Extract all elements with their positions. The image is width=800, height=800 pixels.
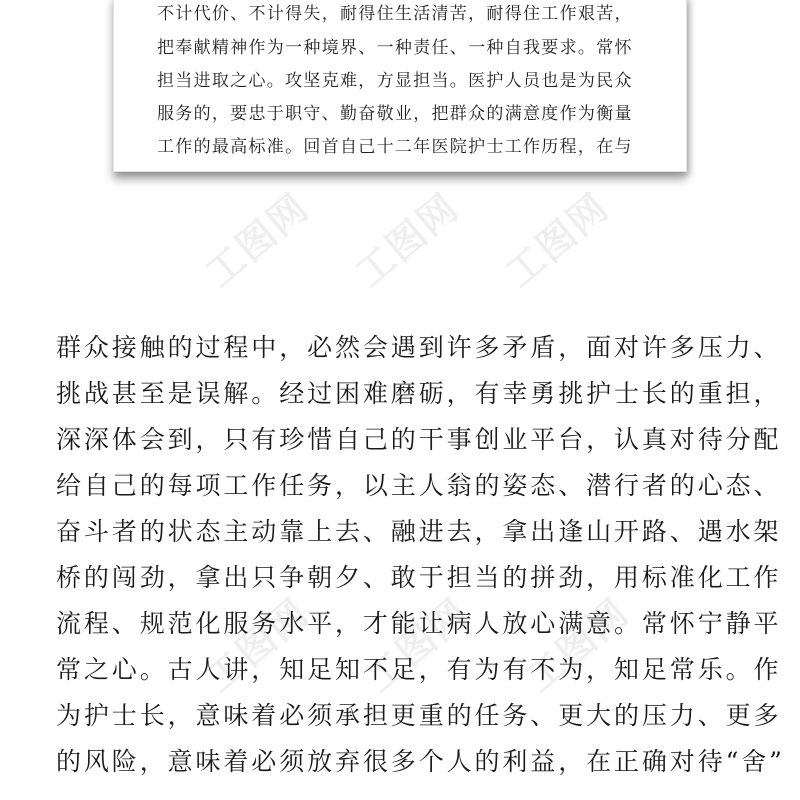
- body-text-line: 挑战甚至是误解。经过困难磨砺，有幸勇挑护士长的重担，: [56, 379, 782, 408]
- card-text-line: 工作的最高标准。回首自己十二年医院护士工作历程，在与: [157, 137, 633, 157]
- body-text-line: 群众接触的过程中，必然会遇到许多矛盾，面对许多压力、: [56, 333, 782, 362]
- card-text-line: 服务的，要忠于职守、勤奋敬业，把群众的满意度作为衡量: [157, 104, 633, 124]
- card-text-line: 不计代价、不计得失，耐得住生活清苦，耐得住工作艰苦，: [157, 4, 633, 24]
- excerpt-card: [113, 0, 687, 172]
- watermark: 工图网: [497, 184, 618, 296]
- watermark: 工图网: [197, 589, 318, 701]
- body-text-line: 深深体会到，只有珍惜自己的干事创业平台，认真对待分配: [56, 425, 782, 454]
- card-text-line: 把奉献精神作为一种境界、一种责任、一种自我要求。常怀: [157, 38, 633, 58]
- body-text-line: 奋斗者的状态主动靠上去、融进去，拿出逢山开路、遇水架: [56, 517, 782, 546]
- body-text-line: 常之心。古人讲，知足知不足，有为有不为，知足常乐。作: [56, 655, 782, 684]
- card-text-line: 担当进取之心。攻坚克难，方显担当。医护人员也是为民众: [157, 71, 633, 91]
- body-text-line: 给自己的每项工作任务，以主人翁的姿态、潜行者的心态、: [56, 471, 782, 500]
- body-text-line: 的风险，意味着必须放弃很多个人的利益，在正确对待“舍”: [56, 747, 785, 776]
- watermark: 工图网: [517, 589, 638, 701]
- body-text-line: 流程、规范化服务水平，才能让病人放心满意。常怀宁静平: [56, 609, 782, 638]
- watermark: 工图网: [357, 589, 478, 701]
- body-text-line: 为护士长，意味着必须承担更重的任务、更大的压力、更多: [56, 701, 782, 730]
- watermark: 工图网: [197, 184, 318, 296]
- watermark: 工图网: [347, 184, 468, 296]
- body-text-line: 桥的闯劲，拿出只争朝夕、敢于担当的拼劲，用标准化工作: [56, 563, 782, 592]
